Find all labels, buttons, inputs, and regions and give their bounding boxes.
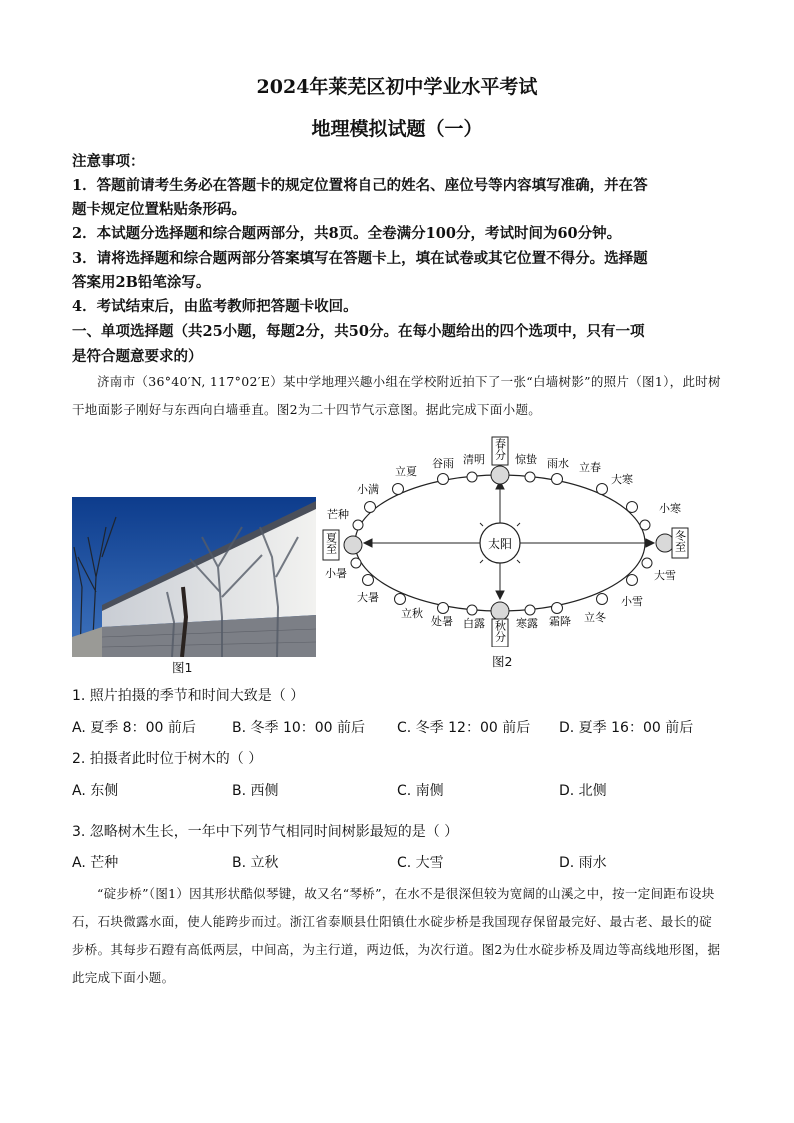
term-label: 小雪 bbox=[621, 595, 643, 608]
section-heading: 一、单项选择题（共25小题，每题2分，共50分。在每小题给出的四个选项中，只有一项 bbox=[72, 323, 645, 340]
notice-line: 题卡规定位置粘贴条形码。 bbox=[72, 201, 246, 218]
term-label: 雨水 bbox=[547, 457, 569, 470]
question-2-option-d[interactable]: D. 北侧 bbox=[559, 783, 607, 799]
question-1-option-d[interactable]: D. 夏季 16：00 前后 bbox=[559, 720, 694, 736]
notice-line: 2．本试题分选择题和综合题两部分，共8页。全卷满分100分，考试时间为60分钟。 bbox=[72, 225, 622, 242]
passage-2: “碇步桥”（图1）因其形状酷似琴键，故又名“琴桥”，在水不是很深但较为宽阔的山溪之中，按一定间距布设块石，石块微露水面，使人能跨步而过。浙江省泰顺县仕阳镇仕水碇步桥是我国现存保留最完好、最古老、最长的碇步桥。其每步石蹬有高低两层，中间高，为主行道，两边低，为次行道。图2为仕水碇步桥及周边等高线地形图，据此完成下面小题。 bbox=[72, 886, 721, 985]
question-3-stem: 3. 忽略树木生长，一年中下列节气相同时间树影最短的是（ ） bbox=[72, 824, 459, 840]
question-1-option-a[interactable]: A. 夏季 8：00 前后 bbox=[72, 720, 196, 736]
question-2-option-a[interactable]: A. 东侧 bbox=[72, 783, 119, 799]
term-label: 芒种 bbox=[327, 508, 349, 521]
notice-line: 4．考试结束后，由监考教师把答题卡收回。 bbox=[72, 298, 358, 315]
earth-icon bbox=[491, 602, 509, 620]
question-3-option-b[interactable]: B. 立秋 bbox=[232, 855, 279, 871]
term-label: 立夏 bbox=[395, 465, 417, 478]
question-1-option-b[interactable]: B. 冬季 10：00 前后 bbox=[232, 720, 366, 736]
term-label: 清明 bbox=[463, 453, 485, 466]
term-label: 处暑 bbox=[431, 615, 453, 628]
figure-1-photo bbox=[72, 497, 316, 657]
question-2-stem: 2. 拍摄者此时位于树木的（ ） bbox=[72, 751, 263, 767]
question-2-option-b[interactable]: B. 西侧 bbox=[232, 783, 279, 799]
sun-label: 太阳 bbox=[487, 537, 513, 551]
question-3-option-a[interactable]: A. 芒种 bbox=[72, 855, 119, 871]
term-label: 大暑 bbox=[357, 591, 379, 604]
term-label: 小暑 bbox=[325, 567, 347, 580]
term-label: 立秋 bbox=[401, 607, 423, 620]
term-label: 惊蛰 bbox=[515, 453, 537, 466]
question-3-option-c[interactable]: C. 大雪 bbox=[397, 855, 444, 871]
exam-subtitle: 地理模拟试题（一） bbox=[311, 118, 483, 140]
earth-icon bbox=[656, 534, 674, 552]
term-winter: 冬至 bbox=[673, 530, 687, 552]
term-label: 大雪 bbox=[654, 569, 676, 582]
term-label: 白露 bbox=[463, 617, 485, 630]
section-heading: 是符合题意要求的） bbox=[72, 348, 203, 365]
term-label: 寒露 bbox=[516, 617, 538, 630]
exam-title: 2024年莱芜区初中学业水平考试 bbox=[256, 76, 538, 98]
figure-1-caption: 图1 bbox=[172, 660, 193, 675]
term-summer: 夏至 bbox=[324, 532, 338, 554]
question-3-option-d[interactable]: D. 雨水 bbox=[559, 855, 607, 871]
term-label: 霜降 bbox=[549, 615, 571, 628]
term-label: 谷雨 bbox=[432, 457, 454, 470]
term-autumn: 秋分 bbox=[493, 620, 507, 642]
figure-2-caption: 图2 bbox=[492, 654, 513, 669]
question-2-option-c[interactable]: C. 南侧 bbox=[397, 783, 444, 799]
term-label: 立冬 bbox=[584, 611, 606, 624]
earth-icon bbox=[491, 466, 509, 484]
term-label: 大寒 bbox=[611, 473, 633, 486]
earth-icon bbox=[344, 536, 362, 554]
question-1-stem: 1. 照片拍摄的季节和时间大致是（ ） bbox=[72, 688, 305, 704]
notice-heading: 注意事项： bbox=[72, 153, 145, 170]
figure-2-solar-terms bbox=[320, 435, 690, 647]
notice-line: 1．答题前请考生务必在答题卡的规定位置将自己的姓名、座位号等内容填写准确，并在答 bbox=[72, 177, 648, 194]
question-1-option-c[interactable]: C. 冬季 12：00 前后 bbox=[397, 720, 531, 736]
notice-line: 3．请将选择题和综合题两部分答案填写在答题卡上，填在试卷或其它位置不得分。选择题 bbox=[72, 250, 648, 267]
term-spring: 春分 bbox=[493, 438, 507, 460]
term-label: 小满 bbox=[357, 483, 379, 496]
term-label: 立春 bbox=[579, 461, 601, 474]
passage-1: 济南市（36°40′N, 117°02′E）某中学地理兴趣小组在学校附近拍下了一张“白墙树影”的照片（图1），此时树干地面影子刚好与东西向白墙垂直。图2为二十四节气示意图。据此完成下面小题。 bbox=[72, 374, 721, 417]
notice-line: 答案用2B铅笔涂写。 bbox=[72, 274, 211, 291]
term-label: 小寒 bbox=[659, 502, 681, 515]
